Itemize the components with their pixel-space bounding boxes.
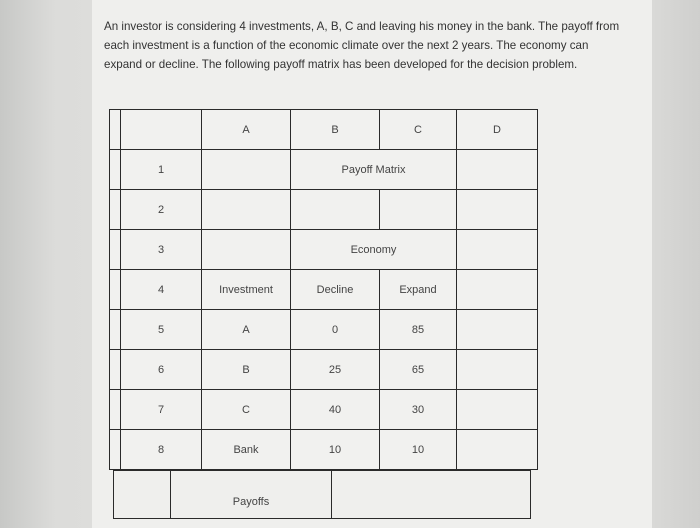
row-number: 1 (121, 150, 202, 190)
decline-value: 0 (291, 310, 380, 350)
table-row (114, 471, 531, 519)
expand-value: 10 (380, 430, 457, 470)
cell (380, 190, 457, 230)
row-number: 8 (121, 430, 202, 470)
cell (457, 150, 538, 190)
column-header-d: D (457, 110, 538, 150)
row-number: 2 (121, 190, 202, 230)
table-row (110, 350, 538, 390)
cell (202, 190, 291, 230)
row-gutter (110, 430, 121, 470)
decline-header: Decline (291, 270, 380, 310)
question-text: An investor is considering 4 investments, A, B, C and leaving his money in the bank. The payoff from each investment is a function of the economic climate over the next 2 years. The economy can expand or decline. The following payoff matrix has been developed for the decision problem. (104, 20, 620, 71)
row-gutter (110, 270, 121, 310)
row-gutter (110, 310, 121, 350)
row-number: 7 (121, 390, 202, 430)
table-row (110, 230, 538, 270)
cell (202, 150, 291, 190)
expand-value: 85 (380, 310, 457, 350)
cell (457, 190, 538, 230)
payoffs-row (113, 470, 531, 519)
table-row (110, 190, 538, 230)
cell (291, 190, 380, 230)
payoffs-label: Payoffs (171, 471, 332, 519)
payoff-matrix-title: Payoff Matrix (291, 150, 457, 190)
investment-name: B (202, 350, 291, 390)
row-number: 5 (121, 310, 202, 350)
cell (114, 471, 171, 519)
expand-value: 30 (380, 390, 457, 430)
row-number: 3 (121, 230, 202, 270)
decline-value: 25 (291, 350, 380, 390)
investment-name: C (202, 390, 291, 430)
cell (457, 270, 538, 310)
cell (457, 350, 538, 390)
cell (457, 430, 538, 470)
payoff-spreadsheet (109, 109, 538, 470)
cell (457, 390, 538, 430)
column-header-row (110, 110, 538, 150)
expand-value: 65 (380, 350, 457, 390)
table-row (110, 390, 538, 430)
row-gutter (110, 190, 121, 230)
row-number: 4 (121, 270, 202, 310)
column-header-c: C (380, 110, 457, 150)
row-gutter (110, 390, 121, 430)
investment-name: A (202, 310, 291, 350)
investment-name: Bank (202, 430, 291, 470)
cell (457, 310, 538, 350)
row-number-header (121, 110, 202, 150)
column-header-a: A (202, 110, 291, 150)
row-gutter (110, 230, 121, 270)
economy-header: Economy (291, 230, 457, 270)
table-row (110, 310, 538, 350)
table-row (110, 270, 538, 310)
row-gutter (110, 350, 121, 390)
column-header-b: B (291, 110, 380, 150)
decline-value: 40 (291, 390, 380, 430)
cell (202, 230, 291, 270)
corner-cell (110, 110, 121, 150)
decline-value: 10 (291, 430, 380, 470)
row-number: 6 (121, 350, 202, 390)
cell (332, 471, 531, 519)
table-row (110, 430, 538, 470)
investment-header: Investment (202, 270, 291, 310)
expand-header: Expand (380, 270, 457, 310)
cell (457, 230, 538, 270)
row-gutter (110, 150, 121, 190)
table-row (110, 150, 538, 190)
